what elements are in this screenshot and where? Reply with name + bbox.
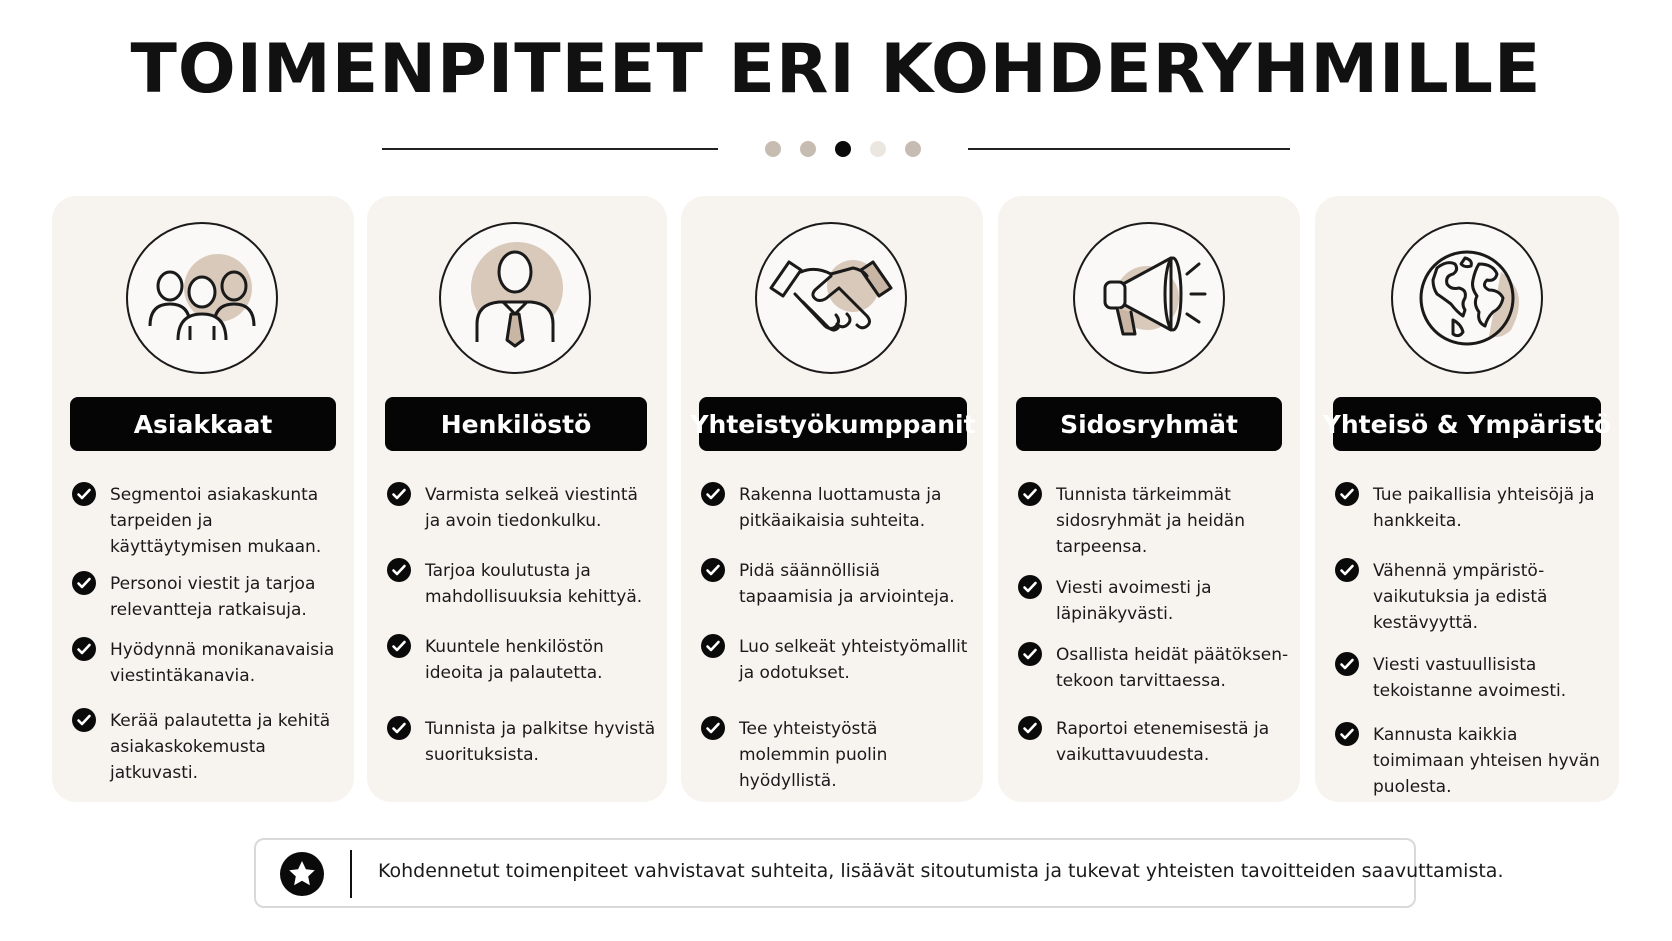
card-yhteiso-ymparisto xyxy=(1315,196,1619,802)
icon-badge xyxy=(126,222,278,374)
list-item xyxy=(72,482,344,560)
summary-text: Kohdennetut toimenpiteet vahvistavat suhteita, lisäävät sitoutumista ja tukevat yhteisten tavoitteiden saavuttamista. xyxy=(378,860,1504,882)
item-text: Tee yhteistyöstä molemmin puolin hyödyllistä. xyxy=(739,719,888,791)
check-icon xyxy=(72,637,96,661)
card-label: Sidosryhmät xyxy=(1016,397,1282,451)
card-henkilosto xyxy=(367,196,667,802)
check-icon xyxy=(1335,558,1359,582)
item-text: Raportoi etenemisestä ja vaikuttavuudesta. xyxy=(1056,719,1270,765)
item-text: Tunnista ja palkitse hyvistä suorituksista. xyxy=(425,719,656,765)
list-item xyxy=(72,637,344,689)
globe-icon xyxy=(1393,224,1541,372)
pager-dot xyxy=(800,141,816,157)
handshake-icon xyxy=(757,224,905,372)
icon-badge xyxy=(439,222,591,374)
megaphone-icon xyxy=(1075,224,1223,372)
item-text: Viesti vastuullisista tekoistanne avoimesti. xyxy=(1373,655,1567,701)
list-item xyxy=(72,708,344,786)
star-icon xyxy=(280,852,324,896)
card-label: Henkilöstö xyxy=(385,397,647,451)
card-label: Asiakkaat xyxy=(70,397,336,451)
check-icon xyxy=(1018,642,1042,666)
item-text: Varmista selkeä viestintä ja avoin tiedonkulku. xyxy=(425,485,638,531)
list-item xyxy=(1335,722,1609,800)
item-text: Kerää palautetta ja kehitä asiakaskokemusta jatkuvasti. xyxy=(110,711,331,783)
list-item xyxy=(701,482,973,534)
list-item xyxy=(387,558,657,610)
check-icon xyxy=(701,558,725,582)
icon-badge xyxy=(1073,222,1225,374)
list-item xyxy=(1335,558,1609,636)
check-icon xyxy=(72,482,96,506)
banner-separator xyxy=(350,850,352,898)
list-item xyxy=(387,716,657,768)
check-icon xyxy=(1335,482,1359,506)
list-item xyxy=(387,482,657,534)
pager-dot xyxy=(905,141,921,157)
summary-banner xyxy=(254,838,1504,908)
list-item xyxy=(1018,642,1290,694)
list-item xyxy=(387,634,657,686)
item-text: Kannusta kaikkia toimimaan yhteisen hyvän puolesta. xyxy=(1373,725,1600,797)
list-item xyxy=(701,716,973,794)
item-text: Viesti avoimesti ja läpinäkyvästi. xyxy=(1056,578,1212,624)
item-text: Tarjoa koulutusta ja mahdollisuuksia kehittyä. xyxy=(425,561,643,607)
title-divider-left xyxy=(382,148,718,150)
list-item xyxy=(701,558,973,610)
item-text: Personoi viestit ja tarjoa relevantteja ratkaisuja. xyxy=(110,574,316,620)
check-icon xyxy=(387,716,411,740)
pager-dots xyxy=(765,141,925,157)
check-icon xyxy=(701,482,725,506)
list-item xyxy=(1335,482,1609,534)
pager-dot xyxy=(765,141,781,157)
list-item xyxy=(1018,575,1290,627)
check-icon xyxy=(387,634,411,658)
card-yhteistyokumppanit xyxy=(681,196,983,802)
card-sidosryhmat xyxy=(998,196,1300,802)
item-text: Hyödynnä monikanavaisia viestintäkanavia. xyxy=(110,640,335,686)
item-text: Segmentoi asiakaskunta tarpeiden ja käyttäytymisen mukaan. xyxy=(110,485,322,557)
card-label: Yhteisö & Ympäristö xyxy=(1333,397,1601,451)
item-text: Pidä säännöllisiä tapaamisia ja arviointeja. xyxy=(739,561,955,607)
card-label: Yhteistyökumppanit xyxy=(699,397,967,451)
check-icon xyxy=(387,482,411,506)
item-text: Tunnista tärkeimmät sidosryhmät ja heidän tarpeensa. xyxy=(1056,485,1245,557)
item-text: Tue paikallisia yhteisöjä ja hankkeita. xyxy=(1373,485,1595,531)
check-icon xyxy=(72,571,96,595)
title-divider-right xyxy=(968,148,1290,150)
list-item xyxy=(72,571,344,623)
item-text: Rakenna luottamusta ja pitkäaikaisia suhteita. xyxy=(739,485,942,531)
item-text: Osallista heidät päätöksen-tekoon tarvittaessa. xyxy=(1056,645,1289,691)
pager-dot-active xyxy=(835,141,851,157)
card-asiakkaat xyxy=(52,196,354,802)
list-item xyxy=(1018,482,1290,560)
list-item xyxy=(1335,652,1609,704)
check-icon xyxy=(387,558,411,582)
check-icon xyxy=(701,716,725,740)
employee-icon xyxy=(441,224,589,372)
list-item xyxy=(1018,716,1290,768)
people-group-icon xyxy=(128,224,276,372)
list-item xyxy=(701,634,973,686)
item-text: Luo selkeät yhteistyömallit ja odotukset. xyxy=(739,637,968,683)
item-text: Vähennä ympäristö-vaikutuksia ja edistä kestävyyttä. xyxy=(1373,561,1548,633)
check-icon xyxy=(1335,722,1359,746)
item-text: Kuuntele henkilöstön ideoita ja palautetta. xyxy=(425,637,604,683)
icon-badge xyxy=(755,222,907,374)
check-icon xyxy=(1018,575,1042,599)
icon-badge xyxy=(1391,222,1543,374)
check-icon xyxy=(72,708,96,732)
check-icon xyxy=(1018,716,1042,740)
check-icon xyxy=(1018,482,1042,506)
pager-dot xyxy=(870,141,886,157)
page-title: TOIMENPITEET ERI KOHDERYHMILLE xyxy=(130,30,1542,109)
check-icon xyxy=(701,634,725,658)
check-icon xyxy=(1335,652,1359,676)
